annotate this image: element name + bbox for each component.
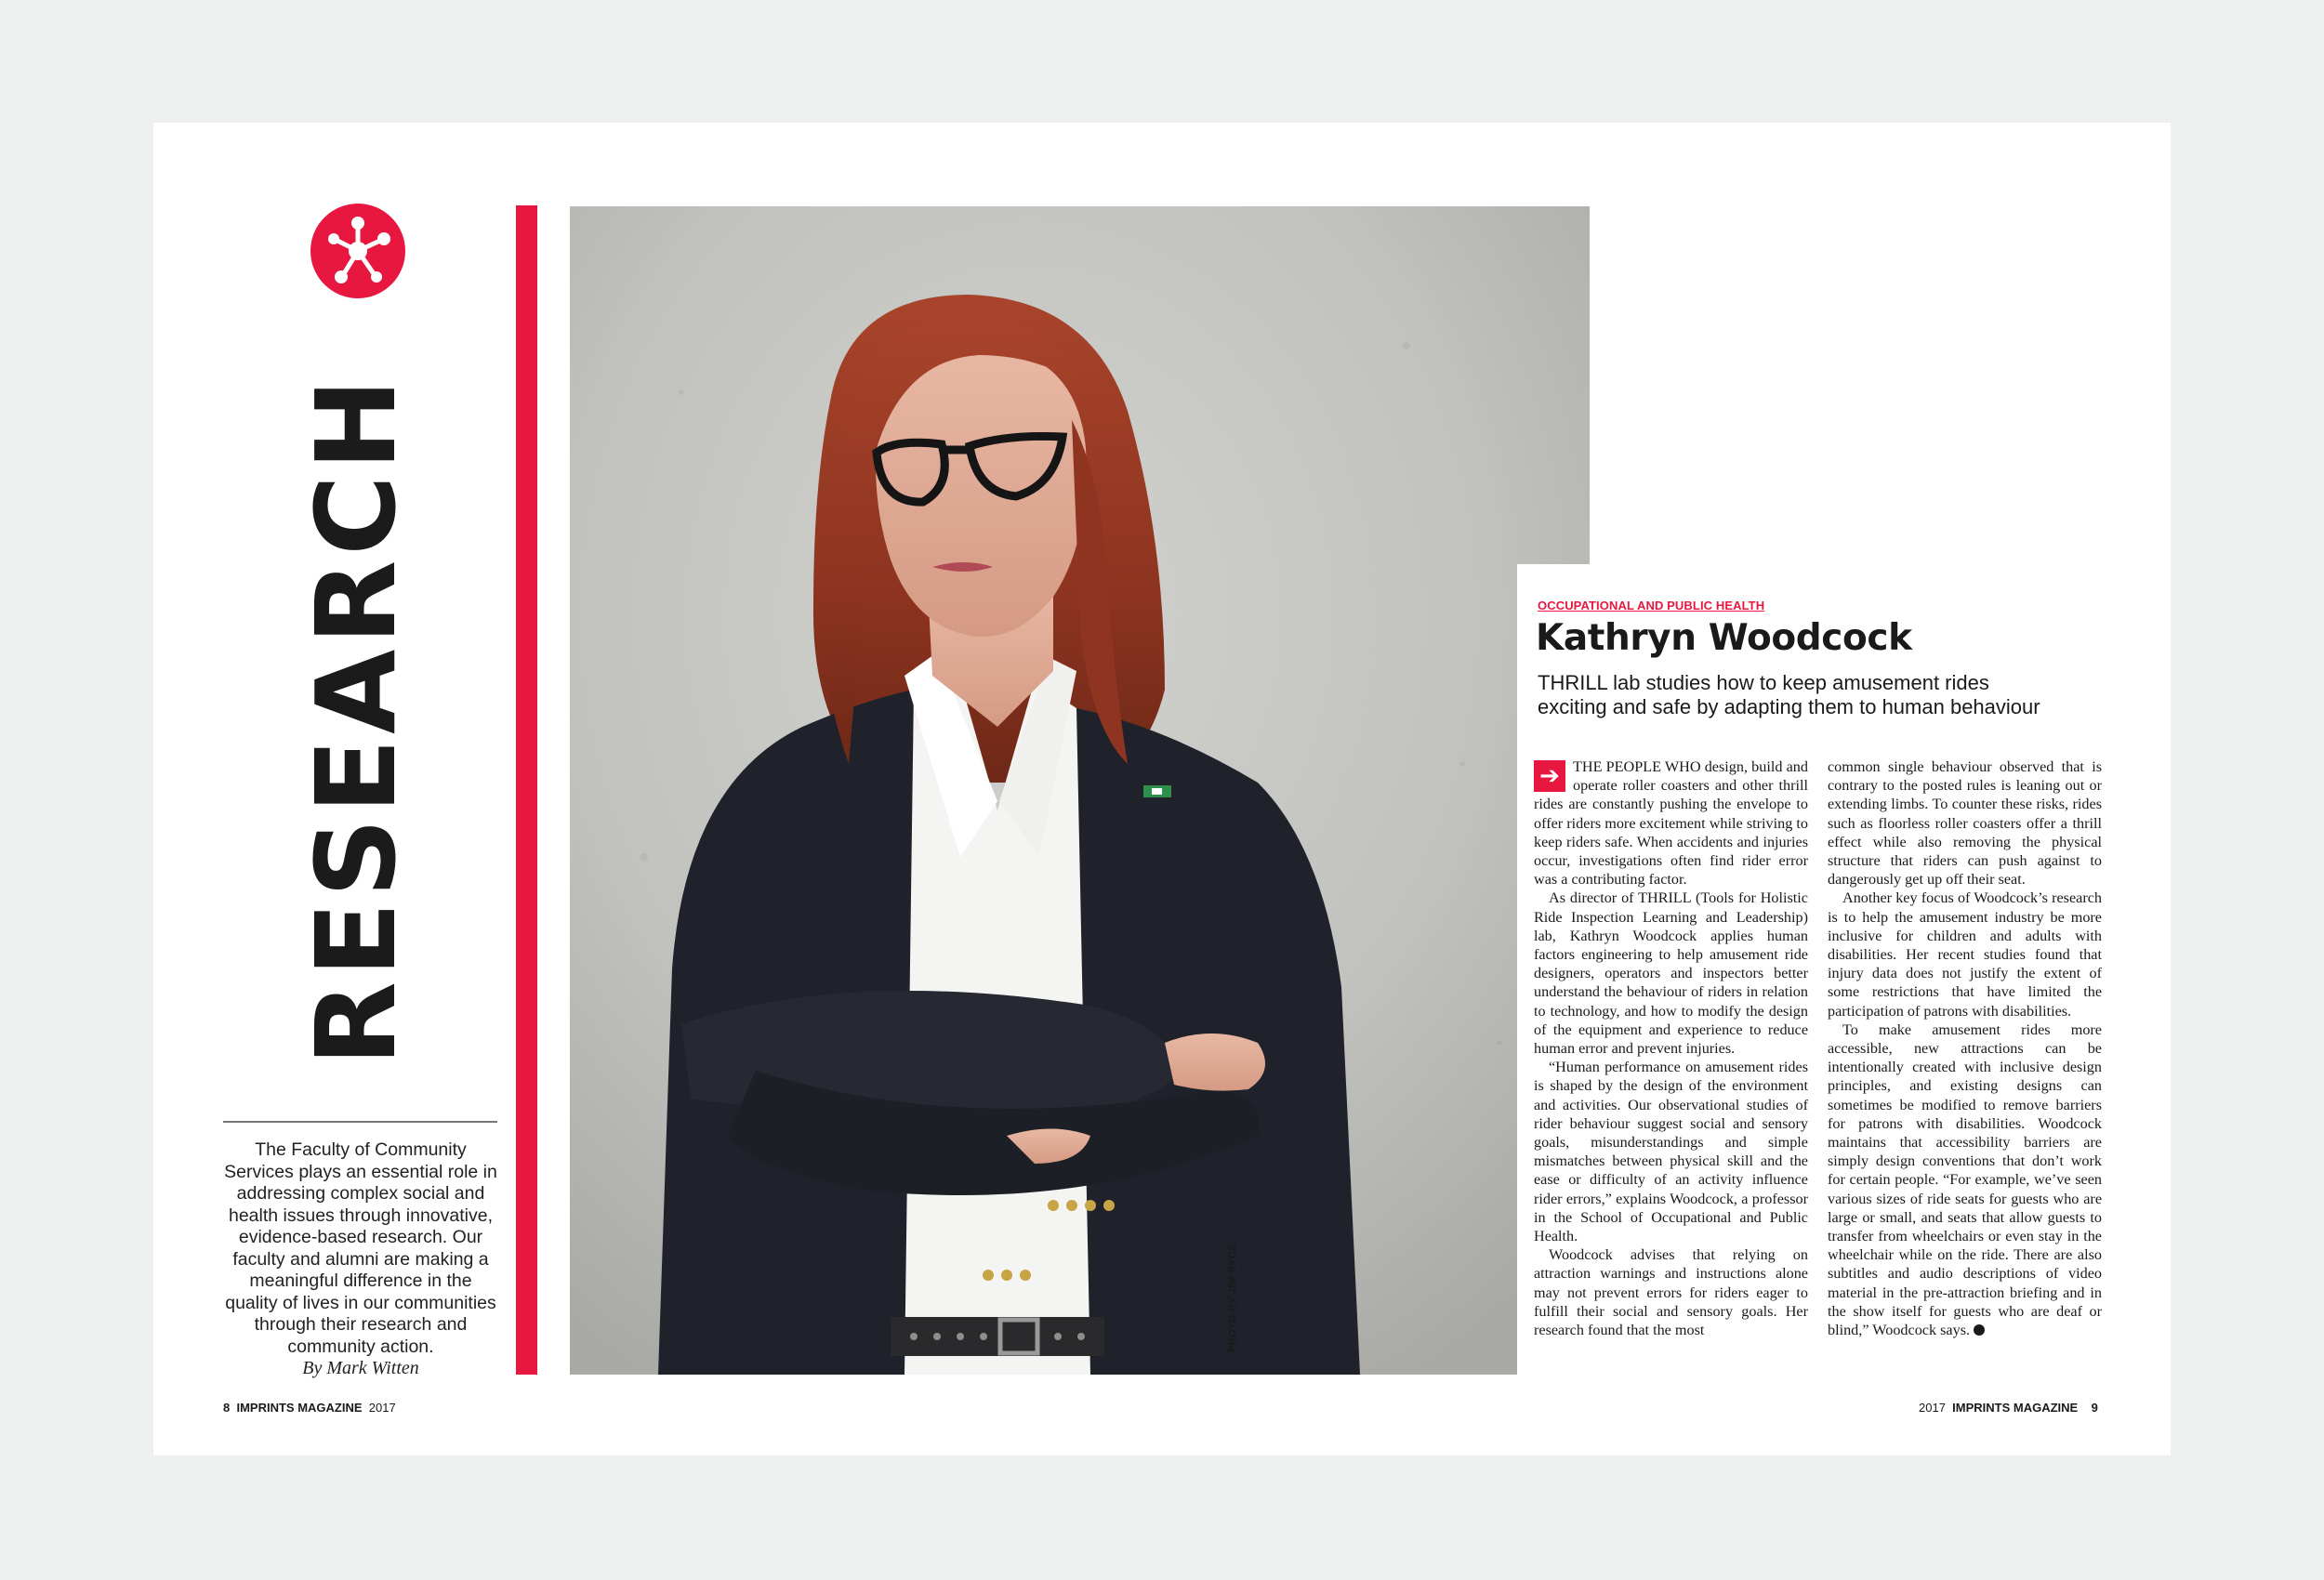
section-title: RESEARCH [292, 374, 420, 1066]
article-kicker: OCCUPATIONAL AND PUBLIC HEALTH [1538, 599, 1765, 612]
paragraph-text: To make amusement rides more accessible, new attractions can be intentionally created with inclusive design principles, and existing designs can sometimes be modified to remove barriers for patrons with disabilities. Woodcock maintains that accessibility barriers are simply design conventions that don’t work for certain people. “For example, we’ve seen various sizes of ride seats for guests who are large or small, and seats that allow guests to transfer from wheelchairs or even stay in the wheelchair while on the ride. There are also subtitles and audio descriptions of video material in the pre-attraction briefing and in the show itself for guests who are deaf or blind,” Woodcock says. [1828, 1020, 2102, 1339]
page-number-left: 8 [223, 1401, 231, 1415]
paragraph: common single behaviour observed that is contrary to the posted rules is leaning out or extending limbs. To counter these risks, rides such as floorless roller coasters offer a thrill effect while also removing the physical structure that riders can push against to dangerously get up off their seat. [1828, 758, 2102, 889]
issue-year: 2017 [1919, 1401, 1946, 1415]
article-title: Kathryn Woodcock [1536, 617, 1912, 659]
page-number-right: 9 [2091, 1401, 2098, 1415]
article-column-1 [1534, 757, 1808, 1339]
accent-bar [516, 205, 537, 1375]
photo-credit: PHOTO BY JIM RYCE [1227, 1244, 1238, 1352]
paragraph: As director of THRILL (Tools for Holistic Ride Inspection Learning and Leadership) lab, Kathryn Woodcock applies human factors engineering to help amusement ride designers, operators and inspectors better understand the behaviour of riders in relation to technology, and how to modify the design of the equipment and experience to reduce human error and prevent injuries. [1534, 889, 1808, 1058]
paragraph: Another key focus of Woodcock’s research is to help the amusement industry be more inclusive for children and adults with disabilities. Her recent studies found that injury data does not justify the extent of some restrictions that have limited the participation of patrons with disabilities. [1828, 889, 2102, 1020]
intro-blurb [221, 1139, 500, 1380]
issue-year: 2017 [368, 1401, 396, 1415]
intro-text: The Faculty of Community Services plays an essential role in addressing complex social and health issues through innovative, evidence-based research. Our faculty and alumni are making a meaningful difference in the quality of lives in our communities through their research and community action. [224, 1139, 497, 1357]
paragraph [1828, 1020, 2102, 1339]
folio-right [1919, 1401, 2098, 1415]
magazine-name: IMPRINTS MAGAZINE [236, 1401, 363, 1415]
folio-left [223, 1401, 396, 1415]
network-nodes-icon [310, 203, 406, 299]
paragraph: THE PEOPLE WHO design, build and operate roller coasters and other thrill rides are constantly pushing the envelope to offer riders more excitement while striving to keep riders safe. When accidents and injuries occur, investigations often find rider error was a contributing factor. [1534, 758, 1808, 889]
article-dek: THRILL lab studies how to keep amusement rides exciting and safe by adapting them to human behaviour [1538, 671, 2040, 718]
intro-divider [223, 1121, 497, 1123]
end-mark-icon [1974, 1324, 1985, 1336]
arrow-right-icon: ➔ [1534, 760, 1565, 792]
magazine-name: IMPRINTS MAGAZINE [1952, 1401, 2079, 1415]
byline: By Mark Witten [302, 1358, 419, 1378]
paragraph: “Human performance on amusement rides is shaped by the design of the environment and activities. Our observational studies of rider behaviour suggest social and sensory goals, misunderstandings and simple mismatches between physical skill and the ease or difficulty of an activity influence rider errors,” explains Woodcock, a professor in the School of Occupational and Public Health. [1534, 1059, 1808, 1245]
paragraph: Woodcock advises that relying on attraction warnings and instructions alone may not prevent errors for riders eager to fulfill their social and sensory goals. Her research found that the most [1534, 1246, 1808, 1339]
article-column-2 [1828, 757, 2102, 1339]
portrait-photo [570, 206, 1590, 1375]
